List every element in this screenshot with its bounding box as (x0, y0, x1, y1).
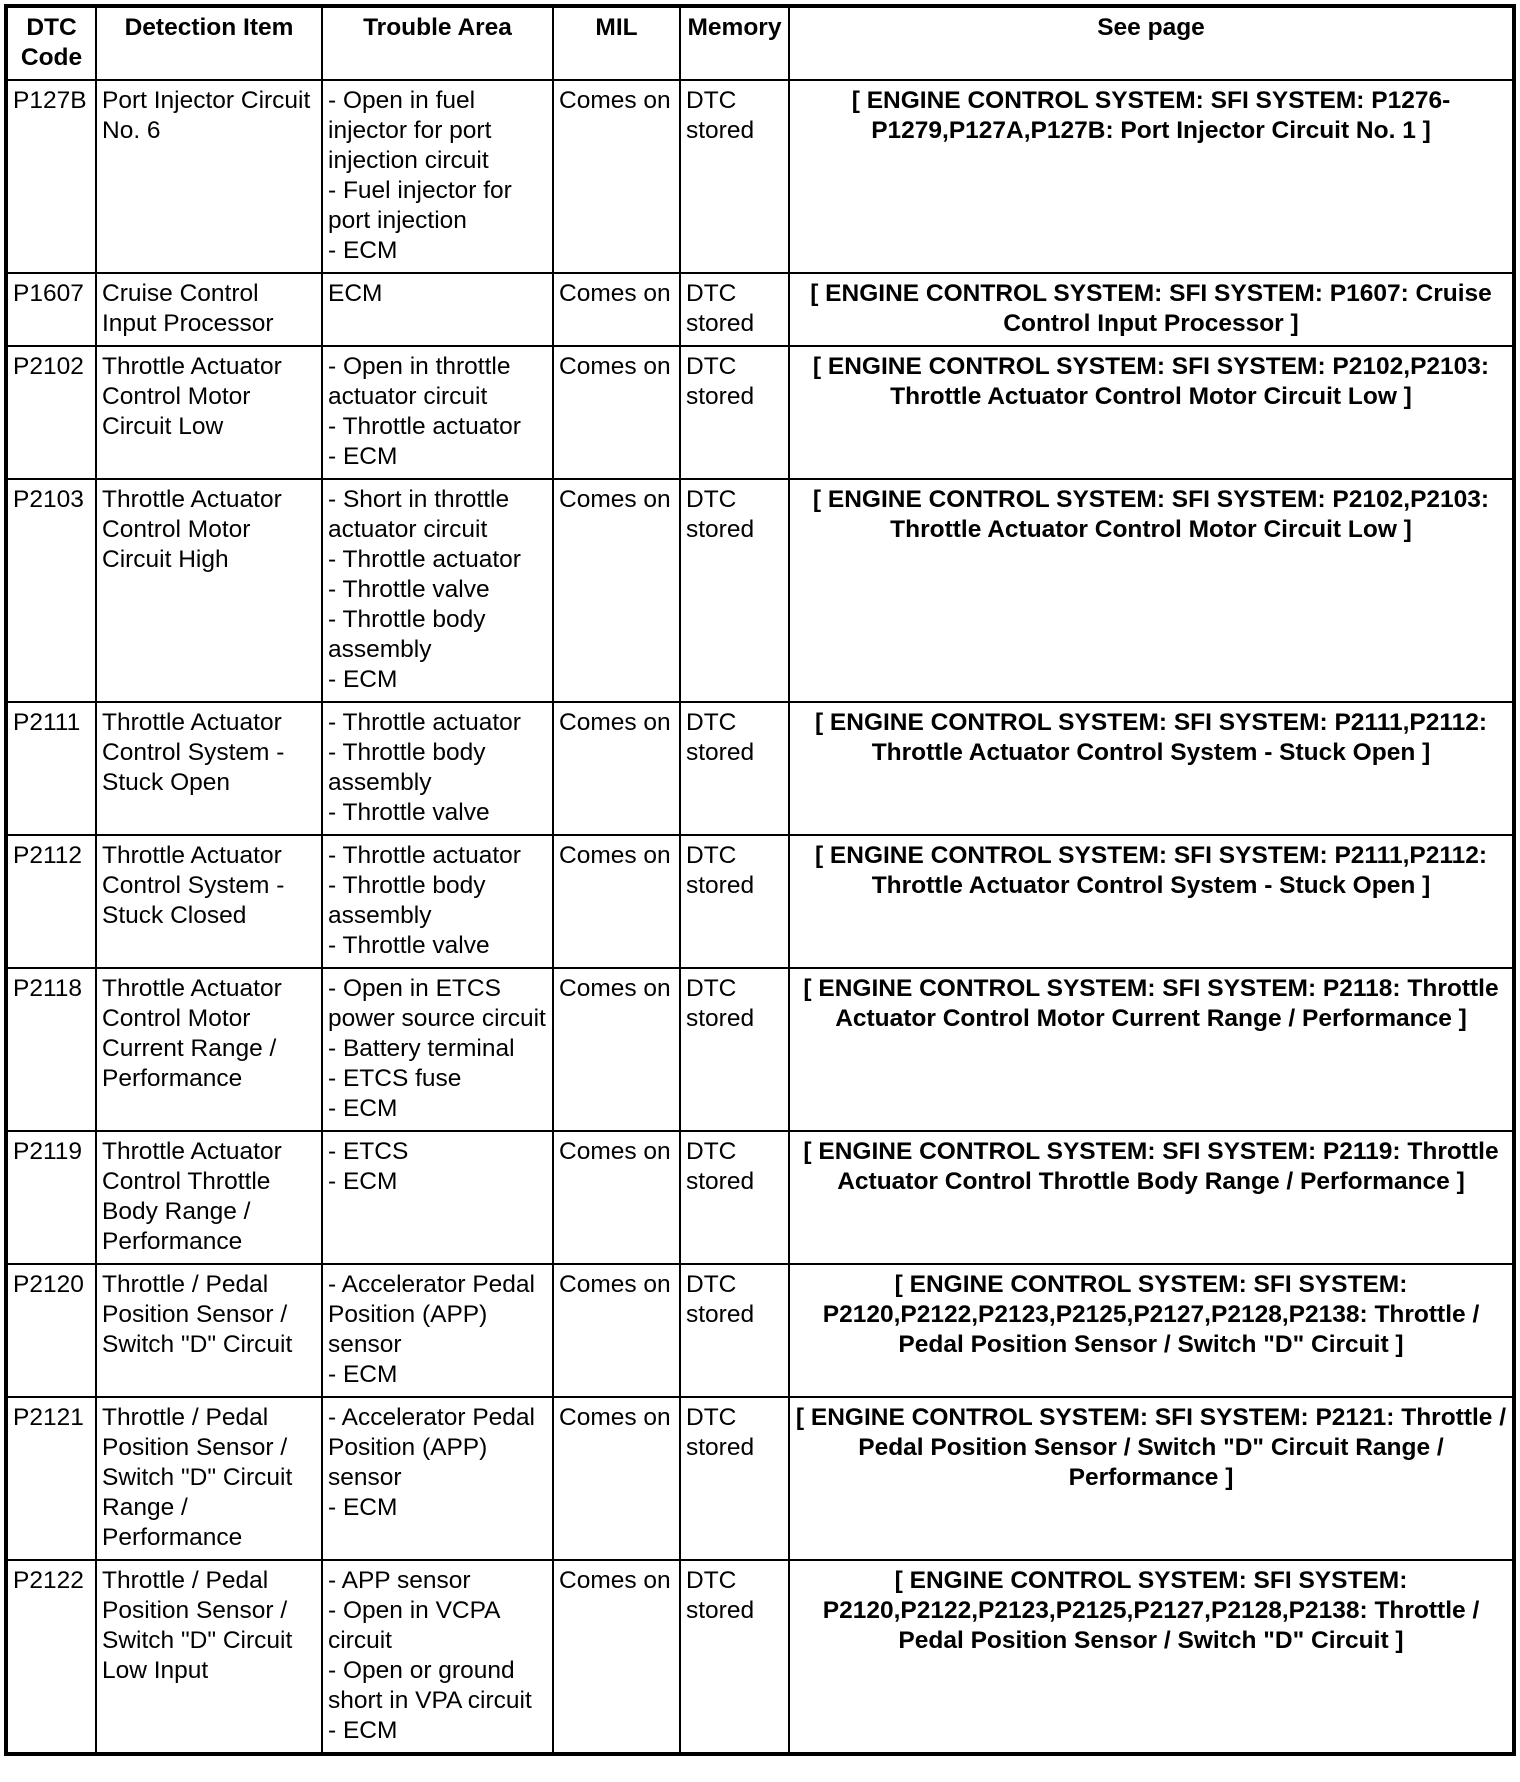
table-row (6, 479, 1514, 702)
table-row (6, 1131, 1514, 1264)
memory-cell: DTC stored (680, 835, 789, 968)
mil-cell: Comes on (553, 968, 680, 1131)
trouble-area-line: - Throttle actuator (328, 413, 521, 440)
table-row (6, 835, 1514, 968)
dtc-code-cell: P2118 (6, 968, 96, 1131)
detection-item-cell: Throttle Actuator Control Motor Current Range / Performance (96, 968, 322, 1131)
trouble-area-line: - ETCS (328, 1138, 409, 1165)
header-mil: MIL (553, 6, 680, 80)
mil-cell: Comes on (553, 1131, 680, 1264)
see-page-cell: [ ENGINE CONTROL SYSTEM: SFI SYSTEM: P2120,P2122,P2123,P2125,P2127,P2128,P2138: Throttle / Pedal Position Sensor / Switch "D" Circuit ] (789, 1264, 1514, 1397)
trouble-area-line: - Open in ETCS power source circuit (328, 975, 546, 1032)
trouble-area-cell (322, 273, 553, 346)
mil-cell: Comes on (553, 702, 680, 835)
trouble-area-line: - Throttle body assembly (328, 606, 486, 663)
dtc-code-cell: P2102 (6, 346, 96, 479)
mil-cell: Comes on (553, 346, 680, 479)
trouble-area-line: - Battery terminal (328, 1035, 515, 1062)
detection-item-cell: Throttle / Pedal Position Sensor / Switch "D" Circuit Range / Performance (96, 1397, 322, 1560)
trouble-area-line: - Throttle actuator (328, 842, 521, 869)
trouble-area-line: - Throttle valve (328, 932, 490, 959)
header-trouble-area: Trouble Area (322, 6, 553, 80)
trouble-area-line: - ECM (328, 1717, 398, 1744)
dtc-code-cell: P2121 (6, 1397, 96, 1560)
dtc-table (4, 4, 1516, 1756)
trouble-area-line: - Accelerator Pedal Position (APP) sensor (328, 1271, 535, 1358)
memory-cell: DTC stored (680, 80, 789, 273)
mil-cell: Comes on (553, 835, 680, 968)
mil-cell: Comes on (553, 479, 680, 702)
trouble-area-line: - Throttle body assembly (328, 872, 486, 929)
see-page-cell: [ ENGINE CONTROL SYSTEM: SFI SYSTEM: P1607: Cruise Control Input Processor ] (789, 273, 1514, 346)
see-page-cell: [ ENGINE CONTROL SYSTEM: SFI SYSTEM: P2102,P2103: Throttle Actuator Control Motor Circuit Low ] (789, 346, 1514, 479)
trouble-area-line: - ETCS fuse (328, 1065, 462, 1092)
header-detection-item: Detection Item (96, 6, 322, 80)
trouble-area-line: - Open in fuel injector for port injection circuit (328, 87, 492, 174)
dtc-table-sheet (4, 4, 1512, 1756)
dtc-code-cell: P2103 (6, 479, 96, 702)
header-see-page: See page (789, 6, 1514, 80)
memory-cell: DTC stored (680, 346, 789, 479)
trouble-area-cell (322, 1264, 553, 1397)
table-row (6, 702, 1514, 835)
trouble-area-line: - Accelerator Pedal Position (APP) sensor (328, 1404, 535, 1491)
trouble-area-cell (322, 80, 553, 273)
trouble-area-line: - Throttle body assembly (328, 739, 486, 796)
detection-item-cell: Port Injector Circuit No. 6 (96, 80, 322, 273)
detection-item-cell: Throttle Actuator Control Motor Circuit Low (96, 346, 322, 479)
detection-item-cell: Throttle Actuator Control Motor Circuit High (96, 479, 322, 702)
mil-cell: Comes on (553, 1264, 680, 1397)
trouble-area-line: - Fuel injector for port injection (328, 177, 512, 234)
see-page-cell: [ ENGINE CONTROL SYSTEM: SFI SYSTEM: P2102,P2103: Throttle Actuator Control Motor Circuit Low ] (789, 479, 1514, 702)
dtc-code-cell: P127B (6, 80, 96, 273)
dtc-code-cell: P2112 (6, 835, 96, 968)
trouble-area-line: - Throttle actuator (328, 546, 521, 573)
memory-cell: DTC stored (680, 1264, 789, 1397)
mil-cell: Comes on (553, 1560, 680, 1754)
header-dtc-code: DTC Code (6, 6, 96, 80)
table-header-row (6, 6, 1514, 80)
trouble-area-line: - Open or ground short in VPA circuit (328, 1657, 532, 1714)
trouble-area-line: - ECM (328, 666, 398, 693)
trouble-area-cell (322, 835, 553, 968)
dtc-code-cell: P2111 (6, 702, 96, 835)
trouble-area-cell (322, 1397, 553, 1560)
detection-item-cell: Throttle Actuator Control System - Stuck Open (96, 702, 322, 835)
header-memory: Memory (680, 6, 789, 80)
detection-item-cell: Cruise Control Input Processor (96, 273, 322, 346)
trouble-area-cell (322, 346, 553, 479)
table-row (6, 1560, 1514, 1754)
trouble-area-line: - ECM (328, 1361, 398, 1388)
mil-cell: Comes on (553, 273, 680, 346)
see-page-cell: [ ENGINE CONTROL SYSTEM: SFI SYSTEM: P2118: Throttle Actuator Control Motor Current Range / Performance ] (789, 968, 1514, 1131)
table-row (6, 1397, 1514, 1560)
memory-cell: DTC stored (680, 1560, 789, 1754)
mil-cell: Comes on (553, 1397, 680, 1560)
trouble-area-line: - Throttle valve (328, 799, 490, 826)
table-row (6, 273, 1514, 346)
table-body (6, 80, 1514, 1754)
trouble-area-cell (322, 968, 553, 1131)
see-page-cell: [ ENGINE CONTROL SYSTEM: SFI SYSTEM: P2111,P2112: Throttle Actuator Control System - Stuck Open ] (789, 835, 1514, 968)
trouble-area-cell (322, 702, 553, 835)
see-page-cell: [ ENGINE CONTROL SYSTEM: SFI SYSTEM: P2121: Throttle / Pedal Position Sensor / Switch "D" Circuit Range / Performance ] (789, 1397, 1514, 1560)
dtc-code-cell: P1607 (6, 273, 96, 346)
trouble-area-line: - ECM (328, 1168, 398, 1195)
trouble-area-line: - Throttle valve (328, 576, 490, 603)
dtc-code-cell: P2120 (6, 1264, 96, 1397)
memory-cell: DTC stored (680, 968, 789, 1131)
trouble-area-line: - Short in throttle actuator circuit (328, 486, 510, 543)
memory-cell: DTC stored (680, 273, 789, 346)
memory-cell: DTC stored (680, 702, 789, 835)
trouble-area-cell (322, 479, 553, 702)
table-row (6, 346, 1514, 479)
detection-item-cell: Throttle Actuator Control Throttle Body Range / Performance (96, 1131, 322, 1264)
see-page-cell: [ ENGINE CONTROL SYSTEM: SFI SYSTEM: P2111,P2112: Throttle Actuator Control System - Stuck Open ] (789, 702, 1514, 835)
memory-cell: DTC stored (680, 479, 789, 702)
see-page-cell: [ ENGINE CONTROL SYSTEM: SFI SYSTEM: P1276-P1279,P127A,P127B: Port Injector Circuit No. 1 ] (789, 80, 1514, 273)
mil-cell: Comes on (553, 80, 680, 273)
trouble-area-line: - Open in VCPA circuit (328, 1597, 500, 1654)
trouble-area-line: ECM (328, 280, 383, 307)
trouble-area-line: - ECM (328, 1095, 398, 1122)
see-page-cell: [ ENGINE CONTROL SYSTEM: SFI SYSTEM: P2119: Throttle Actuator Control Throttle Body Range / Performance ] (789, 1131, 1514, 1264)
see-page-cell: [ ENGINE CONTROL SYSTEM: SFI SYSTEM: P2120,P2122,P2123,P2125,P2127,P2128,P2138: Throttle / Pedal Position Sensor / Switch "D" Circuit ] (789, 1560, 1514, 1754)
dtc-code-cell: P2119 (6, 1131, 96, 1264)
memory-cell: DTC stored (680, 1397, 789, 1560)
table-row (6, 1264, 1514, 1397)
trouble-area-line: - APP sensor (328, 1567, 471, 1594)
trouble-area-line: - Throttle actuator (328, 709, 521, 736)
trouble-area-cell (322, 1131, 553, 1264)
trouble-area-line: - Open in throttle actuator circuit (328, 353, 511, 410)
table-row (6, 80, 1514, 273)
dtc-code-cell: P2122 (6, 1560, 96, 1754)
detection-item-cell: Throttle / Pedal Position Sensor / Switch "D" Circuit Low Input (96, 1560, 322, 1754)
detection-item-cell: Throttle / Pedal Position Sensor / Switch "D" Circuit (96, 1264, 322, 1397)
trouble-area-line: - ECM (328, 443, 398, 470)
table-row (6, 968, 1514, 1131)
trouble-area-line: - ECM (328, 1494, 398, 1521)
memory-cell: DTC stored (680, 1131, 789, 1264)
trouble-area-line: - ECM (328, 237, 398, 264)
detection-item-cell: Throttle Actuator Control System - Stuck Closed (96, 835, 322, 968)
trouble-area-cell (322, 1560, 553, 1754)
